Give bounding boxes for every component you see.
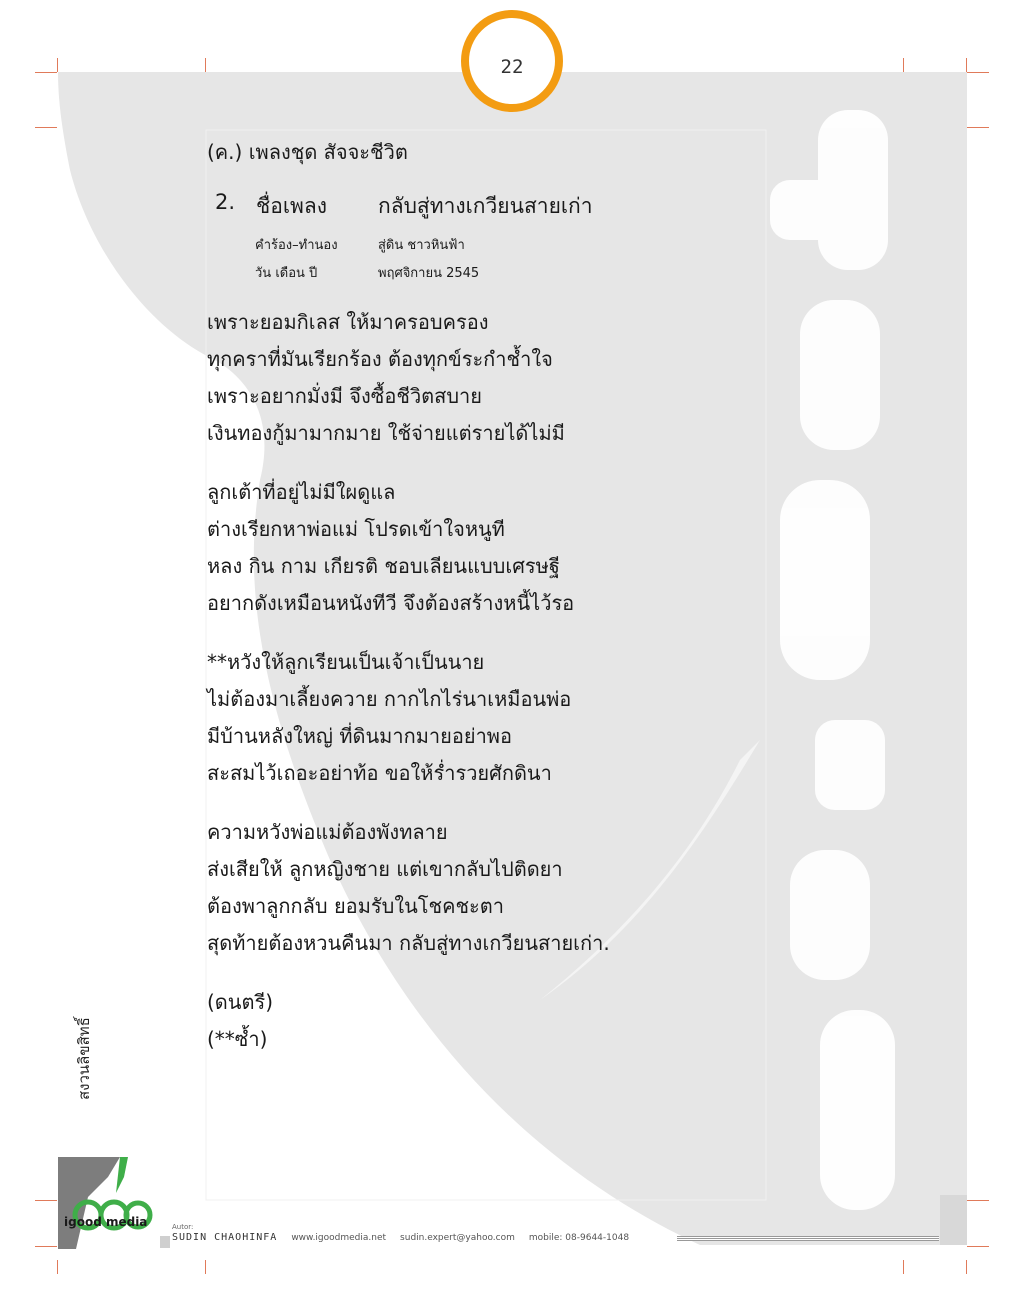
stanza-music-note [207,984,610,1058]
lyric-line: เงินทองกู้มามากมาย ใช้จ่ายแต่รายได้ไม่มี [207,421,565,445]
crop-mark [966,58,967,72]
song-title: กลับสู่ทางเกวียนสายเก่า [378,194,593,218]
crop-mark [205,58,206,72]
footer-author-name: SUDIN CHAOHINFA [172,1232,278,1243]
crop-mark [967,1200,989,1201]
crop-mark [967,127,989,128]
lyrics [207,304,610,1080]
crop-mark [967,72,989,73]
crop-mark [35,1246,57,1247]
lyric-line: ต้องพาลูกกลับ ยอมรับในโชคชะตา [207,894,504,918]
date-label: วัน เดือน ปี [255,266,318,281]
lyric-line: (**ซ้ำ) [207,1027,268,1051]
lyric-line: ความหวังพ่อแม่ต้องพังทลาย [207,820,448,844]
lyric-line: มีบ้านหลังใหญ่ ที่ดินมากมายอย่าพอ [207,724,512,748]
footer-rule [677,1236,939,1241]
lyric-line: เพราะยอมกิเลส ให้มาครอบครอง [207,310,489,334]
lyric-line: เพราะอยากมั่งมี จึงซื้อชีวิตสบาย [207,384,483,408]
crop-mark [35,1200,57,1201]
song-number: 2. [215,190,236,214]
lyric-line: ไม่ต้องมาเลี้ยงควาย กากไกไร่นาเหมือนพ่อ [207,687,572,711]
crop-mark [35,72,57,73]
crop-mark [903,58,904,72]
lyric-line: ลูกเต้าที่อยู่ไม่มีใผดูแล [207,480,396,504]
logo-text: igood media [64,1215,148,1229]
lyric-line: ส่งเสียให้ ลูกหญิงชาย แต่เขากลับไปติดยา [207,857,563,881]
lyric-line: ทุกคราที่มันเรียกร้อง ต้องทุกข์ระกำช้ำใจ [207,347,553,371]
date-value: พฤศจิกายน 2545 [378,266,480,281]
lyric-line: อยากดังเหมือนหนังทีวี จึงต้องสร้างหนี้ไว้รอ [207,591,575,615]
crop-mark [966,1260,967,1274]
lyricist-value: สู่ดิน ชาวหินฟ้า [378,238,465,253]
lyricist-label: คำร้อง–ทำนอง [255,238,338,253]
crop-mark [205,1260,206,1274]
song-label: ชื่อเพลง [256,194,328,218]
footer-contact-row [172,1232,629,1243]
stanza [207,474,610,622]
logo-graphic [58,1157,156,1249]
footer-author-label: Autor: [172,1223,194,1231]
page-number-badge [461,10,563,112]
stanza [207,814,610,962]
stanza [207,304,610,452]
lyric-line: **หวังให้ลูกเรียนเป็นเจ้าเป็นนาย [207,650,485,674]
footer-email[interactable]: sudin.expert@yahoo.com [400,1233,515,1243]
crop-mark [903,1260,904,1274]
lyric-line: (ดนตรี) [207,990,273,1014]
footer [172,1223,630,1243]
crop-mark [35,127,57,128]
crop-mark [57,1260,58,1274]
lyric-line: สะสมไว้เถอะอย่าท้อ ขอให้ร่ำรวยศักดินา [207,761,552,785]
page-number: 22 [500,56,524,78]
stanza [207,644,610,792]
copyright-vertical: สงวนลิขสิทธิ์ [75,1017,93,1100]
crop-mark [57,58,58,72]
crop-mark [967,1246,989,1247]
lyric-line: หลง กิน กาม เกียรติ ชอบเลียนแบบเศรษฐี [207,554,560,578]
footer-website[interactable]: www.igoodmedia.net [291,1233,387,1243]
section-title: (ค.) เพลงชุด สัจจะชีวิต [207,140,408,164]
igood-media-logo [58,1157,156,1249]
lyric-line: สุดท้ายต้องหวนคืนมา กลับสู่ทางเกวียนสายเก่า. [207,931,610,955]
lyric-line: ต่างเรียกหาพ่อแม่ โปรดเข้าใจหนูที [207,517,505,541]
footer-mobile: mobile: 08-9644-1048 [528,1233,630,1243]
